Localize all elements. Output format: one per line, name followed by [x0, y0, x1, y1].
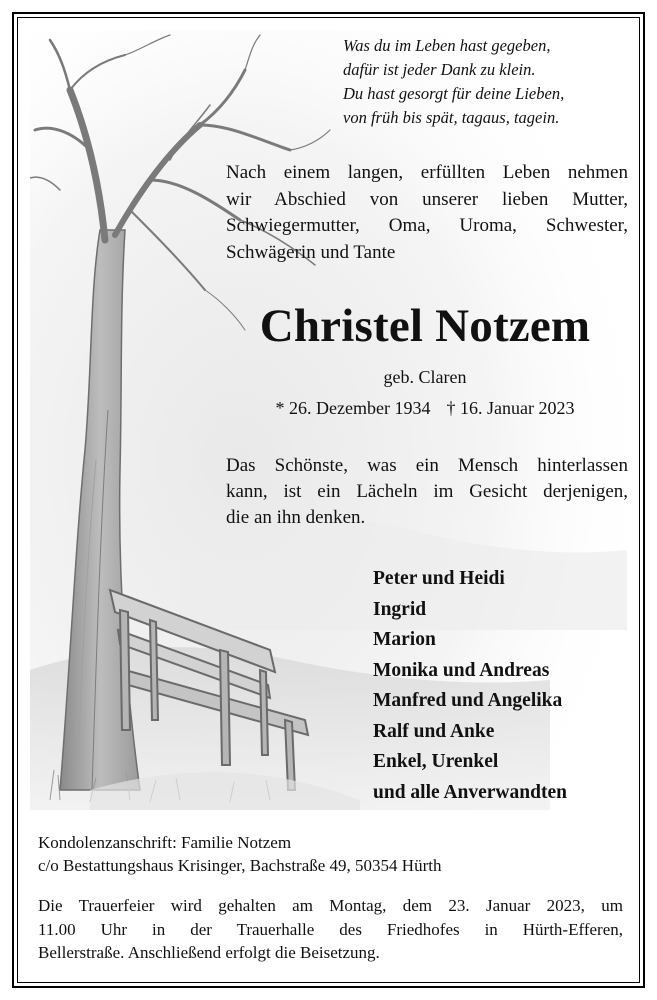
poem-line: Du hast gesorgt für deine Lieben, [343, 84, 565, 103]
mourner-entry: Enkel, Urenkel [373, 751, 499, 772]
mourner-entry: Manfred und Angelika [373, 690, 563, 711]
intro-text [226, 160, 628, 266]
mourner-entry: Ingrid [373, 598, 427, 620]
mourners-list [373, 564, 633, 808]
death-date: † 16. Januar 2023 [446, 398, 575, 418]
mourner-entry: Peter und Heidi [373, 568, 505, 589]
mourner-entry: Monika und Andreas [373, 659, 550, 681]
mourner-entry: Ralf und Anke [373, 720, 495, 742]
mourner-entry: und alle Anverwandten [373, 781, 567, 803]
service-line: Bellerstraße. Anschließend erfolgt die Beisetzung. [38, 943, 380, 962]
poem-line: Was du im Leben hast gegeben, [343, 36, 551, 55]
life-dates [220, 397, 630, 419]
funeral-service-info [38, 894, 623, 965]
mourner-entry: Marion [373, 629, 436, 650]
intro-line: Nach einem langen, erfüllten Leben nehmen [226, 162, 628, 183]
service-line: Die Trauerfeier wird gehalten am Montag, dem 23. Januar 2023, um [38, 896, 623, 915]
deceased-name: Christel Notzem [259, 300, 591, 352]
poem-line: dafür ist jeder Dank zu klein. [343, 60, 536, 79]
poem [343, 34, 633, 130]
saying-line: Das Schönste, was ein Mensch hinterlassen [226, 455, 628, 476]
saying-line: kann, ist ein Lächeln im Gesicht derjenigen, [226, 481, 628, 502]
condolence-line: Kondolenzanschrift: Familie Notzem [38, 833, 292, 852]
poem-line: von früh bis spät, tagaus, tagein. [343, 108, 560, 127]
maiden-name: geb. Claren [383, 367, 467, 387]
intro-line: Schwiegermutter, Oma, Uroma, Schwester, [226, 215, 628, 236]
saying-line: die an ihn denken. [226, 507, 366, 528]
birth-date: * 26. Dezember 1934 [275, 398, 431, 418]
condolence-line: c/o Bestattungshaus Krisinger, Bachstraße 49, 50354 Hürth [38, 856, 442, 875]
saying-text [226, 453, 628, 531]
intro-line: Schwägerin und Tante [226, 241, 396, 263]
service-line: 11.00 Uhr in der Trauerhalle des Friedhofes in Hürth-Efferen, [38, 919, 623, 939]
intro-line: wir Abschied von unserer lieben Mutter, [226, 188, 628, 210]
condolence-address [38, 831, 628, 877]
